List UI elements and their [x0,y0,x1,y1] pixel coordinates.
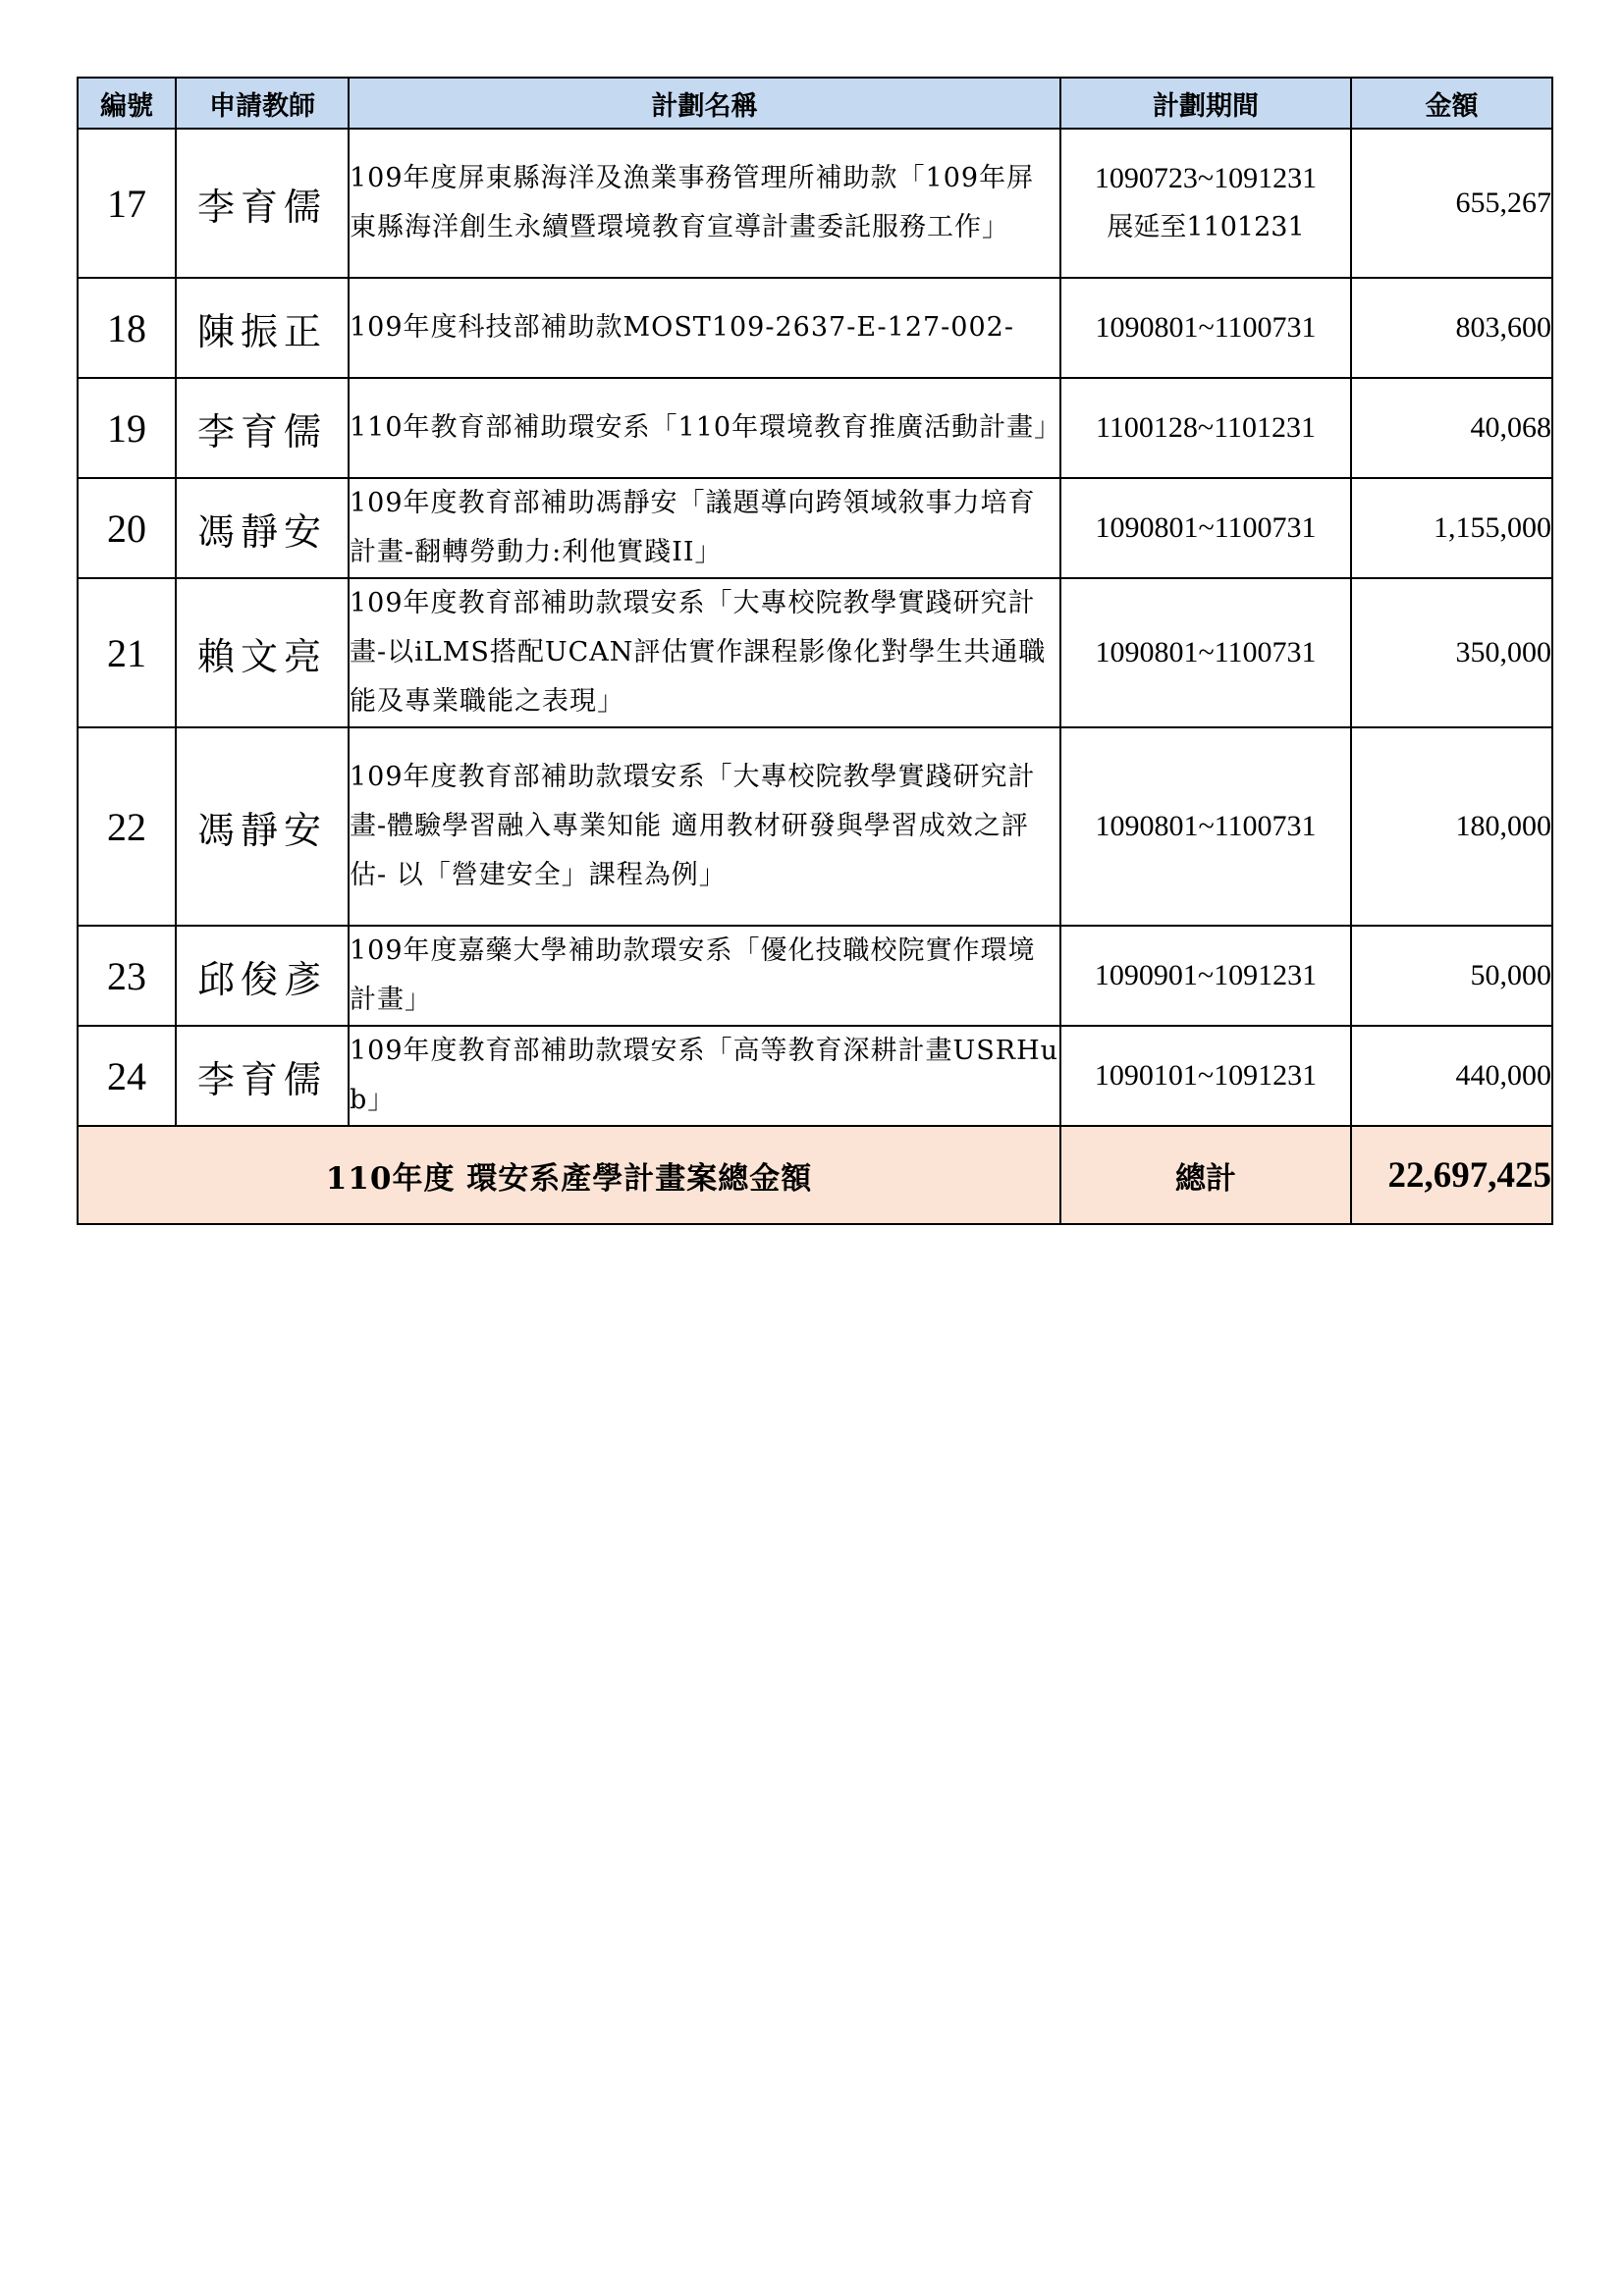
row-teacher: 李育儒 [176,129,349,278]
header-amount: 金額 [1351,78,1552,129]
row-amount: 655,267 [1351,129,1552,278]
row-title: 109年度屏東縣海洋及漁業事務管理所補助款「109年屏東縣海洋創生永續暨環境教育宣導計畫委託服務工作」 [349,129,1060,278]
row-teacher: 馮靜安 [176,478,349,578]
table-body [78,129,1552,1224]
table-row [78,1026,1552,1126]
total-row [78,1126,1552,1224]
row-teacher: 陳振正 [176,278,349,378]
row-no: 20 [78,478,176,578]
grants-table [77,77,1553,1225]
total-label: 110年度 環安系產學計畫案總金額 [78,1126,1060,1224]
row-amount: 50,000 [1351,926,1552,1026]
row-title: 109年度教育部補助款環安系「大專校院教學實踐研究計畫-以iLMS搭配UCAN評估實作課程影像化對學生共通職能及專業職能之表現」 [349,578,1060,727]
row-no: 22 [78,727,176,926]
header-teacher: 申請教師 [176,78,349,129]
header-row [78,78,1552,129]
row-period [1060,129,1351,278]
row-no: 24 [78,1026,176,1126]
row-period: 1100128~1101231 [1060,378,1351,478]
row-no: 19 [78,378,176,478]
row-teacher: 李育儒 [176,1026,349,1126]
table-row [78,926,1552,1026]
header-no: 編號 [78,78,176,129]
row-period: 1090801~1100731 [1060,578,1351,727]
row-amount: 350,000 [1351,578,1552,727]
row-title: 110年教育部補助環安系「110年環境教育推廣活動計畫」 [349,378,1060,478]
row-title: 109年度教育部補助馮靜安「議題導向跨領域敘事力培育計畫-翻轉勞動力:利他實踐II」 [349,478,1060,578]
table-row [78,129,1552,278]
row-period: 1090101~1091231 [1060,1026,1351,1126]
row-amount: 180,000 [1351,727,1552,926]
table-row [78,727,1552,926]
row-amount: 40,068 [1351,378,1552,478]
row-title: 109年度科技部補助款MOST109-2637-E-127-002- [349,278,1060,378]
total-word: 總計 [1060,1126,1351,1224]
row-period-range: 1090723~1091231 [1094,162,1318,194]
row-period-note: 展延至1101231 [1107,212,1305,242]
row-teacher: 李育儒 [176,378,349,478]
row-teacher: 馮靜安 [176,727,349,926]
table-row [78,478,1552,578]
header-title: 計劃名稱 [349,78,1060,129]
row-teacher: 賴文亮 [176,578,349,727]
row-amount: 803,600 [1351,278,1552,378]
row-no: 18 [78,278,176,378]
row-no: 17 [78,129,176,278]
row-no: 21 [78,578,176,727]
row-teacher: 邱俊彥 [176,926,349,1026]
table-header [78,78,1552,129]
table-row [78,278,1552,378]
row-period: 1090801~1100731 [1060,478,1351,578]
row-title: 109年度嘉藥大學補助款環安系「優化技職校院實作環境計畫」 [349,926,1060,1026]
row-amount: 440,000 [1351,1026,1552,1126]
row-title: 109年度教育部補助款環安系「大專校院教學實踐研究計畫-體驗學習融入專業知能 適用教材研發與學習成效之評估- 以「營建安全」課程為例」 [349,727,1060,926]
row-period: 1090801~1100731 [1060,727,1351,926]
header-period: 計劃期間 [1060,78,1351,129]
table-row [78,578,1552,727]
row-no: 23 [78,926,176,1026]
table-row [78,378,1552,478]
row-title: 109年度教育部補助款環安系「高等教育深耕計畫USRHub」 [349,1026,1060,1126]
row-period: 1090901~1091231 [1060,926,1351,1026]
row-amount: 1,155,000 [1351,478,1552,578]
total-amount: 22,697,425 [1351,1126,1552,1224]
row-period: 1090801~1100731 [1060,278,1351,378]
